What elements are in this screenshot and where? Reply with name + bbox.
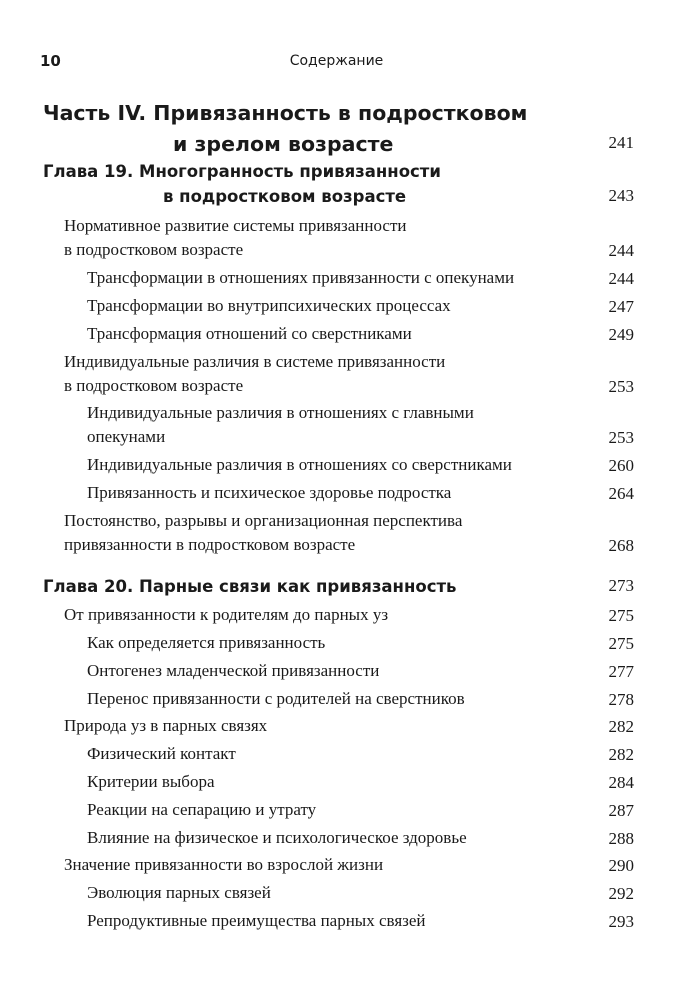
toc-page-number: 243 bbox=[608, 186, 634, 205]
toc-page-number: 278 bbox=[608, 690, 634, 709]
toc-subsection-title: Критерии выбора bbox=[87, 772, 215, 791]
toc-subsection-title-line1: Индивидуальные различия в отношениях с главными bbox=[87, 403, 474, 422]
toc-page-number: 273 bbox=[608, 576, 634, 595]
toc-section-title-line1: Нормативное развитие системы привязанности bbox=[64, 216, 407, 235]
toc-part-title-line2: и зрелом возрасте bbox=[173, 132, 394, 156]
toc-page-number: 268 bbox=[608, 536, 634, 555]
toc-page-number: 264 bbox=[608, 484, 634, 503]
toc-subsection-title: Реакции на сепарацию и утрату bbox=[87, 800, 317, 819]
toc-subsection-title: Влияние на физическое и психологическое здоровье bbox=[87, 828, 467, 847]
toc-page-number: 253 bbox=[608, 428, 634, 447]
toc-page-number: 249 bbox=[608, 325, 634, 344]
page-header bbox=[0, 52, 673, 72]
toc-section-title-line2: в подростковом возрасте bbox=[64, 376, 244, 395]
toc-section-title-line1: Постоянство, разрывы и организационная перспектива bbox=[64, 511, 463, 530]
toc-page-number: 292 bbox=[608, 884, 634, 903]
toc-section-title-line1: Индивидуальные различия в системе привязанности bbox=[64, 352, 446, 371]
toc-section-title: Природа уз в парных связях bbox=[64, 716, 268, 735]
toc-section-title-line2: привязанности в подростковом возрасте bbox=[64, 535, 356, 554]
toc-chapter-title: Глава 20. Парные связи как привязанность bbox=[43, 577, 457, 596]
toc-section-title-line2: в подростковом возрасте bbox=[64, 240, 244, 259]
page-number: 10 bbox=[40, 52, 61, 70]
toc-section-title: От привязанности к родителям до парных уз bbox=[64, 605, 389, 624]
toc-page-number: 277 bbox=[608, 662, 634, 681]
toc-page-number: 290 bbox=[608, 856, 634, 875]
toc-page-number: 275 bbox=[608, 606, 634, 625]
toc-page-number: 282 bbox=[608, 717, 634, 736]
toc-subsection-title: Как определяется привязанность bbox=[87, 633, 326, 652]
toc-subsection-title: Привязанность и психическое здоровье подростка bbox=[87, 483, 452, 502]
toc-page-number: 247 bbox=[608, 297, 634, 316]
toc-page-number: 241 bbox=[608, 133, 634, 152]
toc-page-number: 244 bbox=[608, 269, 634, 288]
running-head: Содержание bbox=[289, 53, 384, 69]
toc-subsection-title: Онтогенез младенческой привязанности bbox=[87, 661, 380, 680]
toc-subsection-title: Перенос привязанности с родителей на сверстников bbox=[87, 689, 465, 708]
toc-page-number: 275 bbox=[608, 634, 634, 653]
toc-page-number: 288 bbox=[608, 829, 634, 848]
toc-chapter-title-line2: в подростковом возрасте bbox=[163, 187, 407, 206]
toc-subsection-title-line2: опекунами bbox=[87, 427, 166, 446]
toc-subsection-title: Трансформация отношений со сверстниками bbox=[87, 324, 412, 343]
toc-page-number: 244 bbox=[608, 241, 634, 260]
toc-page-number: 260 bbox=[608, 456, 634, 475]
toc-page-number: 287 bbox=[608, 801, 634, 820]
toc-subsection-title: Репродуктивные преимущества парных связей bbox=[87, 911, 426, 930]
toc-page-number: 293 bbox=[608, 912, 634, 931]
toc-subsection-title: Трансформации в отношениях привязанности с опекунами bbox=[87, 268, 515, 287]
toc-subsection-title: Трансформации во внутрипсихических процессах bbox=[87, 296, 451, 315]
toc-subsection-title: Эволюция парных связей bbox=[87, 883, 271, 902]
toc-page-number: 284 bbox=[608, 773, 634, 792]
toc-chapter-title-line1: Глава 19. Многогранность привязанности bbox=[43, 162, 441, 181]
toc-part-title-line1: Часть IV. Привязанность в подростковом bbox=[43, 101, 528, 125]
toc-page-number: 253 bbox=[608, 377, 634, 396]
toc-subsection-title: Физический контакт bbox=[87, 744, 236, 763]
toc-subsection-title: Индивидуальные различия в отношениях со сверстниками bbox=[87, 455, 512, 474]
toc-page-number: 282 bbox=[608, 745, 634, 764]
toc-section-title: Значение привязанности во взрослой жизни bbox=[64, 855, 384, 874]
